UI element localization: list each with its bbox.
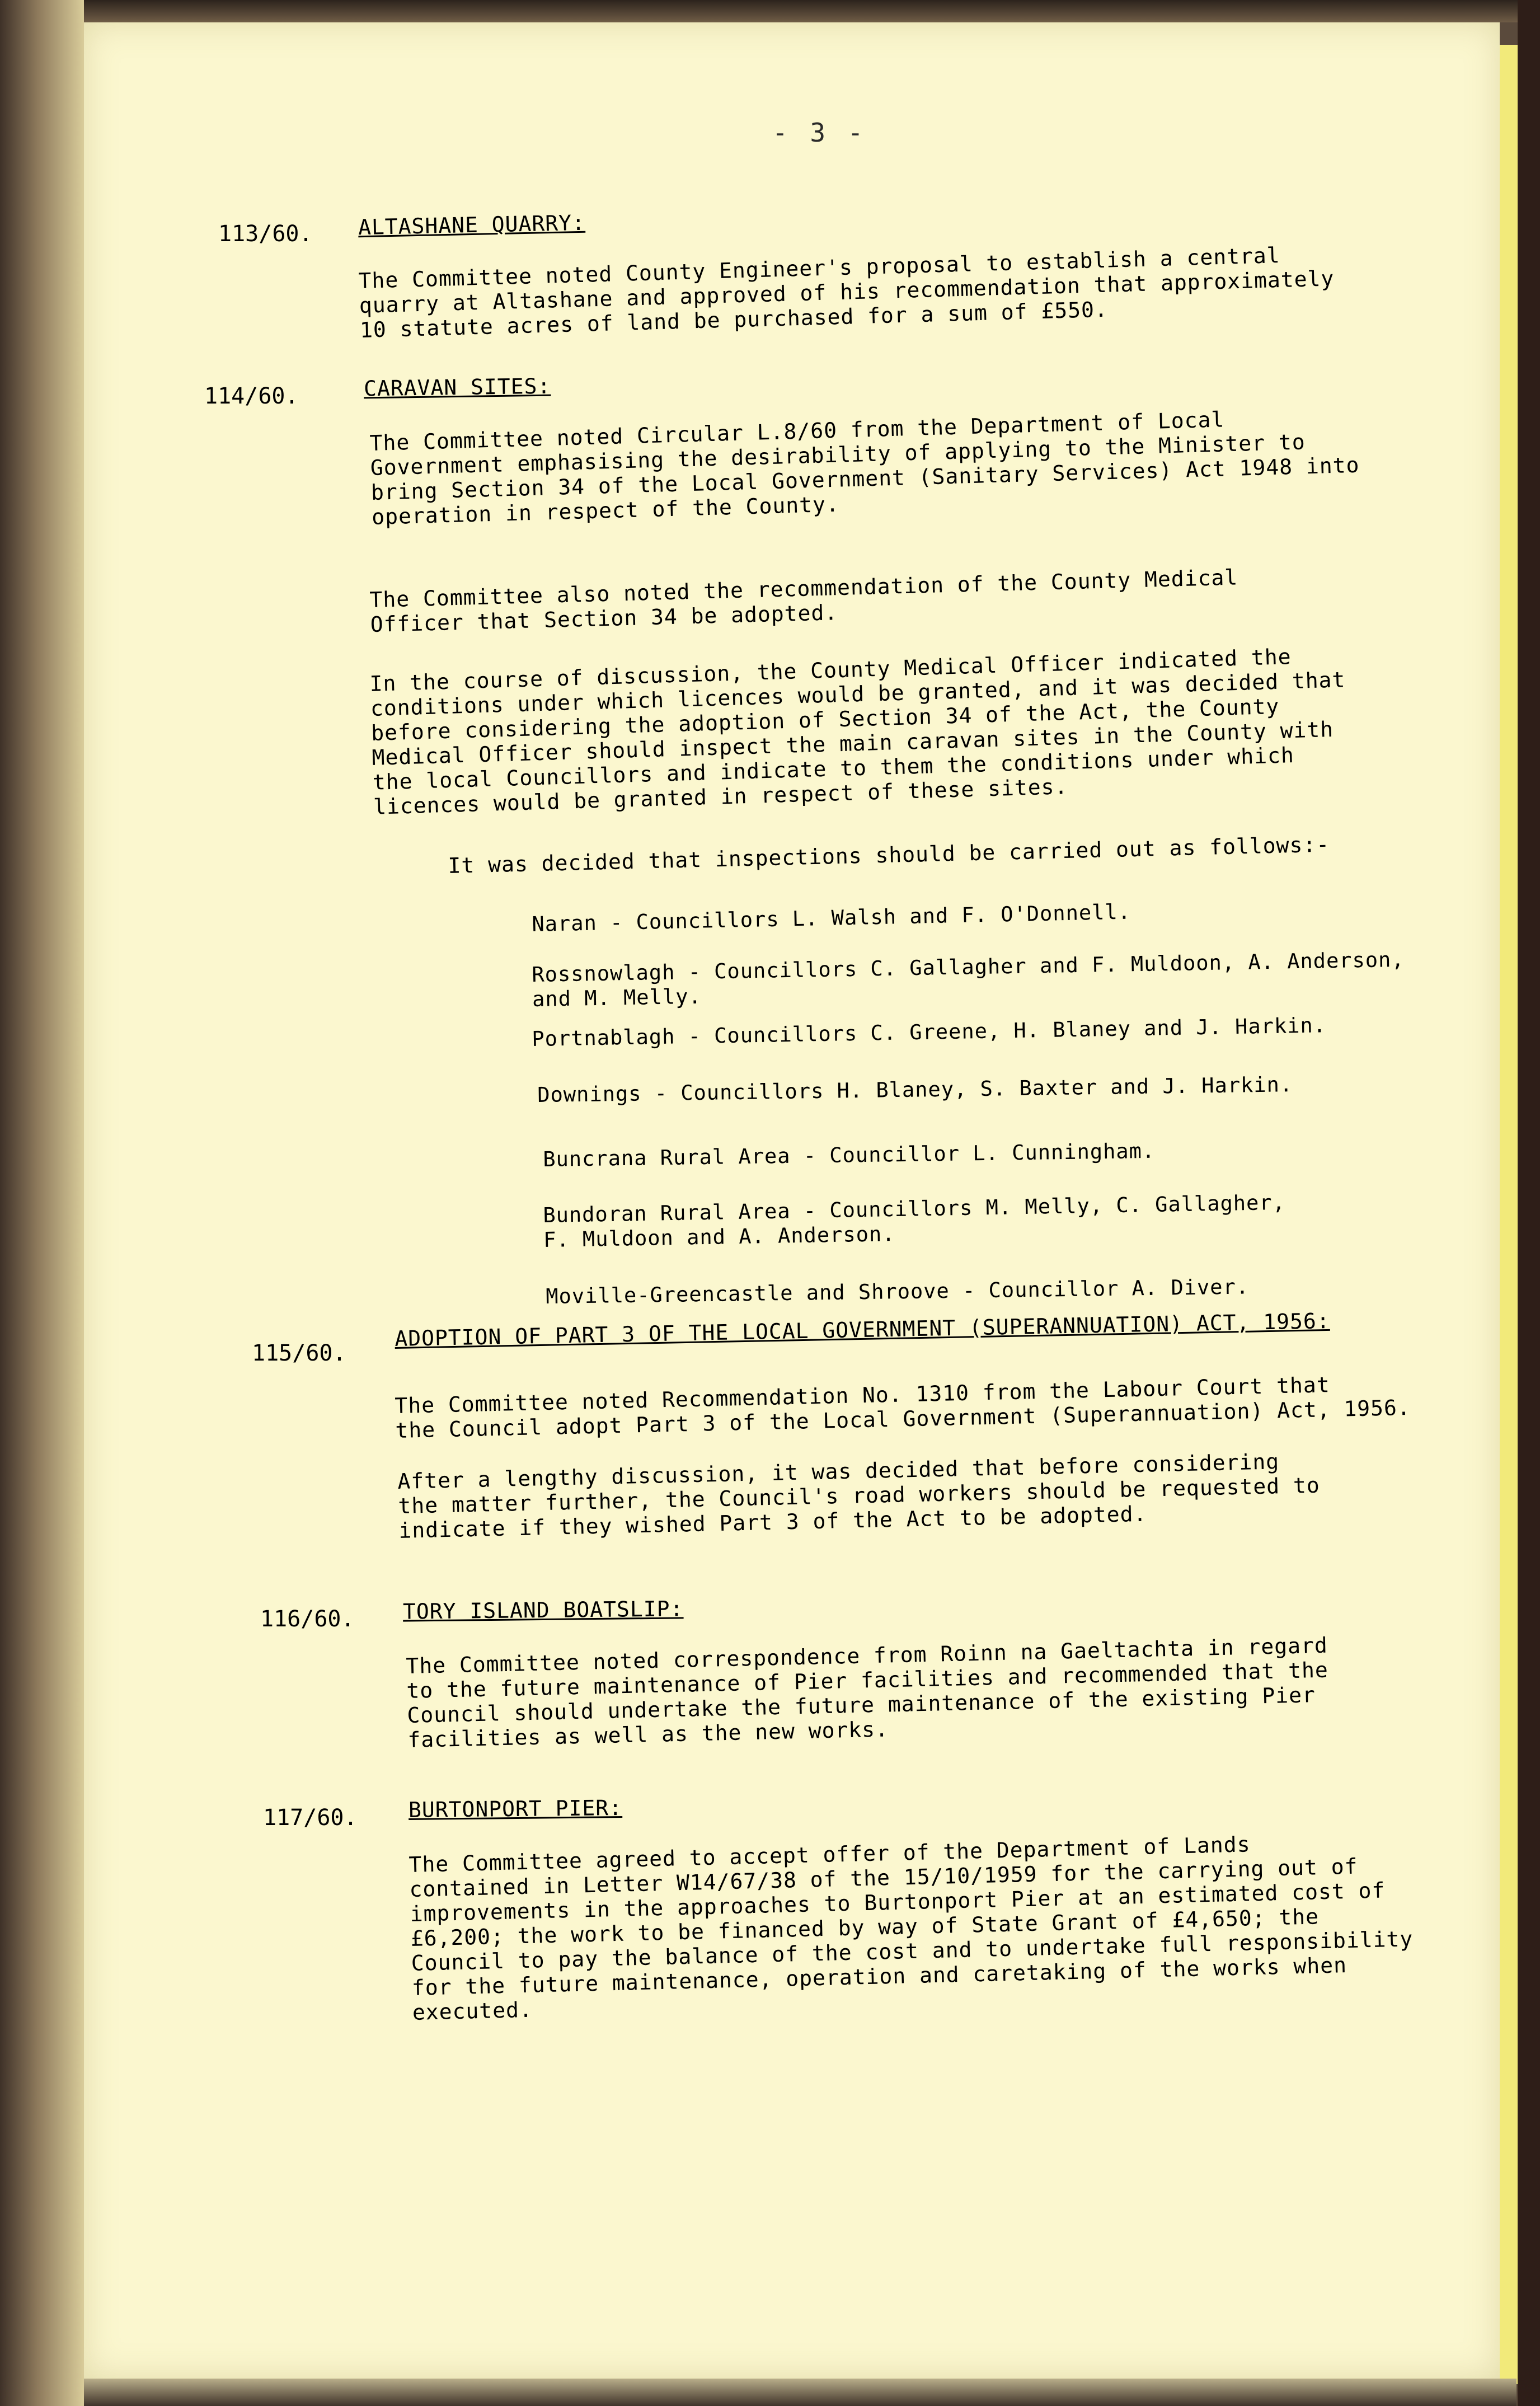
paragraph: The Committee agreed to accept offer of the Department of Lands contained in Letter W14/67/38 of the 15/10/1959 for the carrying out of improvements in the approaches to Burtonport Pier at an estimated cost of £6,200; the work to be financed by way of State Grant of £4,650; the Council to pay the balance of the cost and to undertake full responsibility for the future maintenance, operation and caretaking of the works when executed. [409, 1832, 1414, 2025]
paragraph: In the course of discussion, the County Medical Officer indicated the conditions under which licences would be granted, and it was decided that before considering the adoption of Section 34 of the Act, the County Medical Officer should inspect the main caravan sites in the County with the local Councillors and indicate to them the conditions under which licences would be granted in respect of these sites. [369, 644, 1346, 819]
inspection-entry: Rossnowlagh - Councillors C. Gallagher and F. Muldoon, A. Anderson, and M. Melly. [532, 947, 1405, 1011]
inspection-entry: Naran - Councillors L. Walsh and F. O'Donnell. [532, 899, 1131, 936]
inspection-entry: Moville-Greencastle and Shroove - Councillor A. Diver. [546, 1274, 1250, 1308]
book-cover-edge [1518, 0, 1540, 2406]
paragraph: The Committee noted Circular L.8/60 from the Department of Local Government emphasising the desirability of applying to the Minister to bring Section 34 of the Local Government (Sanitary Services) Act 1948 into operation in respect of the County. [369, 407, 1360, 529]
binding-left-edge [0, 0, 84, 2406]
paragraph: The Committee noted County Engineer's proposal to establish a central quarry at Altashane and approved of his recommendation that approximately 10 statute acres of land be purchased for a sum of £550. [358, 242, 1335, 343]
inspection-entry: Bundoran Rural Area - Councillors M. Melly, C. Gallagher, F. Muldoon and A. Anderson. [543, 1190, 1286, 1252]
item-number: 116/60. [260, 1606, 355, 1632]
item-heading: TORY ISLAND BOATSLIP: [402, 1596, 684, 1624]
item-number: 115/60. [252, 1340, 346, 1366]
paragraph: The Committee also noted the recommendation of the County Medical Officer that Section 34 be adopted. [369, 565, 1238, 637]
paragraph: It was decided that inspections should be carried out as follows:- [448, 832, 1330, 878]
item-heading: CARAVAN SITES: [363, 373, 551, 401]
page-number: - 3 - [772, 118, 867, 148]
item-heading: BURTONPORT PIER: [408, 1795, 623, 1822]
inspection-entry: Portnablagh - Councillors C. Greene, H. Blaney and J. Harkin. [532, 1013, 1327, 1051]
inspection-entry: Downings - Councillors H. Blaney, S. Baxter and J. Harkin. [537, 1072, 1293, 1107]
inspection-entry: Buncrana Rural Area - Councillor L. Cunningham. [543, 1138, 1156, 1171]
document-page [84, 22, 1500, 2379]
binding-top-edge [0, 0, 1540, 22]
item-heading: ADOPTION OF PART 3 OF THE LOCAL GOVERNMENT (SUPERANNUATION) ACT, 1956: [395, 1308, 1331, 1351]
item-number: 114/60. [204, 383, 299, 409]
page-bottom-edge [84, 2379, 1516, 2406]
item-number: 117/60. [263, 1805, 358, 1831]
item-number: 113/60. [218, 221, 313, 247]
paragraph: The Committee noted correspondence from Roinn na Gaeltachta in regard to the future maintenance of Pier facilities and recommended that the Council should undertake the future maintenance of the existing Pier facilities as well as the new works. [406, 1633, 1329, 1752]
item-heading: ALTASHANE QUARRY: [358, 210, 586, 240]
paragraph: The Committee noted Recommendation No. 1310 from the Labour Court that the Council adopt Part 3 of the Local Government (Superannuation) Act, 1956. [395, 1372, 1411, 1443]
paragraph: After a lengthy discussion, it was decided that before considering the matter further, the Council's road workers should be requested to indicate if they wished Part 3 of the Act to be adopted. [397, 1449, 1321, 1543]
